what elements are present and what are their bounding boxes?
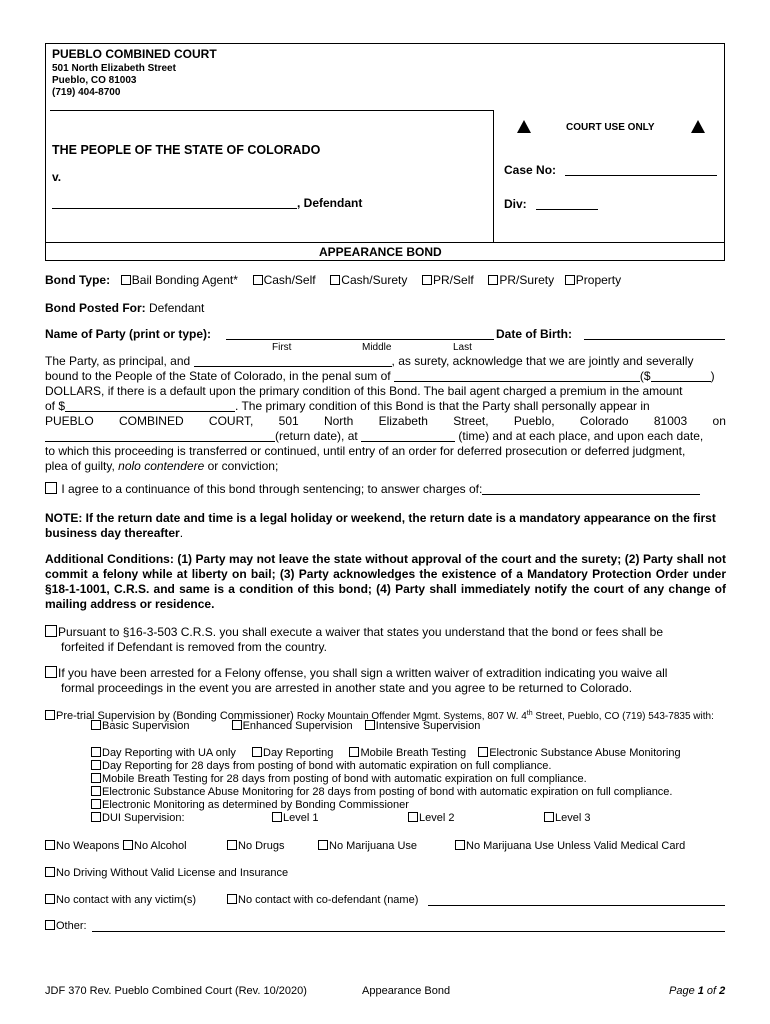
footer-page-of: of — [703, 985, 720, 997]
esam-checkbox[interactable] — [478, 747, 488, 757]
court-use-divider — [493, 110, 494, 242]
para1-dollar-close: ) — [710, 369, 715, 383]
pr-surety-checkbox[interactable] — [488, 275, 498, 285]
level3-checkbox[interactable] — [544, 812, 554, 822]
para1-word: COURT, — [208, 414, 254, 428]
para1-condition-text: . The primary condition of this Bond is that the Party shall personally appear in — [235, 399, 650, 413]
pursuant-text1: Pursuant to §16-3-503 C.R.S. you shall execute a waiver that states you understand that the bond or fees shall be — [58, 625, 664, 639]
para1-word: North — [323, 414, 354, 428]
level2-checkbox[interactable] — [408, 812, 418, 822]
court-address-line2: Pueblo, CO 81003 — [52, 75, 137, 86]
mobile-breath-label: Mobile Breath Testing — [360, 747, 467, 759]
marijuana-label: No Marijuana Use — [329, 840, 418, 852]
driving-checkbox[interactable] — [45, 867, 55, 877]
mobile28-row — [91, 773, 587, 786]
mobile28-label: Mobile Breath Testing for 28 days from posting of bond with automatic expiration on full compliance. — [102, 773, 587, 785]
triangle-left-icon — [517, 120, 531, 133]
dob-field[interactable] — [584, 339, 725, 340]
codefendant-name-field[interactable] — [428, 905, 725, 906]
drugs-item — [227, 840, 284, 853]
case-no-label: Case No: — [504, 163, 557, 177]
bond-posted-label: Bond Posted For: — [45, 301, 146, 315]
nolo-contendere-text: nolo contendere — [118, 459, 205, 473]
footer-page — [669, 984, 725, 998]
esam28-label: Electronic Substance Abuse Monitoring for 28 days from posting of bond with automatic expiration on full compliance. — [102, 786, 673, 798]
defendant-name-field[interactable] — [52, 208, 297, 209]
div-label: Div: — [504, 197, 527, 211]
victims-checkbox[interactable] — [45, 894, 55, 904]
para1-word: 501 — [278, 414, 299, 428]
intensive-supervision-label: Intensive Supervision — [375, 720, 481, 732]
para1-word: Elizabeth — [378, 414, 428, 428]
agree-row — [45, 482, 700, 496]
pursuant-line2: forfeited if Defendant is removed from the country. — [61, 640, 327, 654]
agree-checkbox[interactable] — [45, 482, 57, 494]
pretrial-agency-rest: Street, Pueblo, CO (719) 543-7835 with: — [532, 711, 714, 722]
cash-surety-checkbox[interactable] — [330, 275, 340, 285]
footer-page-number: 1 — [697, 985, 704, 997]
bond-type-row — [45, 273, 621, 287]
para1-line2 — [45, 369, 715, 383]
para1-line4 — [45, 399, 650, 413]
weapons-item — [45, 840, 119, 853]
esam28-checkbox[interactable] — [91, 786, 101, 796]
para1-conviction-text: or conviction; — [207, 459, 279, 473]
para1-return-text: (return date), at — [275, 429, 358, 443]
pursuant-checkbox[interactable] — [45, 625, 57, 637]
driving-item — [45, 867, 288, 880]
day28-label: Day Reporting for 28 days from posting of bond with automatic expiration on full compliance. — [102, 760, 552, 772]
para1-line5 — [45, 414, 726, 429]
pursuant-line1 — [45, 625, 663, 639]
para1-line8 — [45, 459, 278, 473]
bail-agent-checkbox[interactable] — [121, 275, 131, 285]
para1-principal-text: The Party, as principal, and — [45, 354, 191, 368]
other-field[interactable] — [92, 931, 725, 932]
property-checkbox[interactable] — [565, 275, 575, 285]
footer-page-label: Page — [669, 985, 698, 997]
pretrial-agency: Rocky Mountain Offender Mgmt. Systems, 807 W. 4 — [296, 711, 527, 722]
esam28-row — [91, 786, 672, 799]
para1-time-text: (time) and at each place, and upon each date, — [458, 429, 704, 443]
charges-field[interactable] — [482, 483, 700, 495]
level2-label: Level 2 — [419, 812, 455, 824]
dui-level1 — [272, 812, 318, 825]
bond-type-label: Bond Type: — [45, 273, 111, 287]
court-phone: (719) 404-8700 — [52, 87, 121, 98]
footer-title: Appearance Bond — [362, 985, 451, 997]
last-name-caption: Last — [453, 342, 472, 353]
footer-page-total: 2 — [719, 985, 726, 997]
basic-supervision-checkbox[interactable] — [91, 720, 101, 730]
day-ua-checkbox[interactable] — [91, 747, 101, 757]
esam-label: Electronic Substance Abuse Monitoring — [489, 747, 681, 759]
pretrial-checkbox[interactable] — [45, 710, 55, 720]
enhanced-supervision-label: Enhanced Supervision — [242, 720, 353, 732]
para1-premium-text: of $ — [45, 399, 66, 413]
para1-word: Colorado — [579, 414, 629, 428]
footer-form-id: JDF 370 Rev. Pueblo Combined Court (Rev. 10/2020) — [45, 985, 307, 997]
drugs-checkbox[interactable] — [227, 840, 237, 850]
surety-name-field[interactable] — [194, 355, 392, 367]
pretrial-text: Pre-trial Supervision by (Bonding Commissioner) — [56, 710, 294, 722]
em-row — [91, 799, 409, 812]
bail-agent-option: Bail Bonding Agent* — [131, 273, 238, 287]
weapons-label: No Weapons — [56, 840, 120, 852]
mobile-breath-checkbox[interactable] — [349, 747, 359, 757]
dob-label: Date of Birth: — [496, 327, 572, 341]
para1-line3: DOLLARS, if there is a default upon the primary condition of this Bond. The bail agent charged a premium in the amount — [45, 384, 683, 398]
felony-line1 — [45, 666, 667, 680]
day-ua-label: Day Reporting with UA only — [102, 747, 236, 759]
court-address-line1: 501 North Elizabeth Street — [52, 63, 176, 74]
case-no-field[interactable] — [565, 175, 717, 176]
marijuana-card-label: No Marijuana Use Unless Valid Medical Card — [466, 840, 686, 852]
para1-word: 81003 — [653, 414, 688, 428]
day-reporting-label: Day Reporting — [263, 747, 334, 759]
driving-label: No Driving Without Valid License and Insurance — [56, 867, 289, 879]
para1-surety-text: , as surety, acknowledge that we are jointly and severally — [391, 354, 694, 368]
para1-word: Pueblo, — [513, 414, 555, 428]
court-use-label: COURT USE ONLY — [566, 122, 655, 133]
para1-penal-text: bound to the People of the State of Colorado, in the penal sum of — [45, 369, 391, 383]
para1-line6 — [45, 429, 703, 443]
cash-self-checkbox[interactable] — [253, 275, 263, 285]
return-time-field[interactable] — [361, 430, 455, 442]
note-period: . — [179, 526, 184, 540]
marijuana-checkbox[interactable] — [318, 840, 328, 850]
cash-self-option: Cash/Self — [263, 273, 316, 287]
day28-row — [91, 760, 551, 773]
para1-plea-text: plea of guilty, — [45, 459, 115, 473]
title-divider — [45, 242, 725, 243]
cash-surety-option: Cash/Surety — [341, 273, 408, 287]
para1-word: on — [712, 414, 726, 428]
form-title: APPEARANCE BOND — [319, 245, 442, 259]
codefendant-item — [227, 894, 418, 907]
em-label: Electronic Monitoring as determined by Bonding Commissioner — [102, 799, 409, 811]
property-option: Property — [575, 273, 622, 287]
supervision-row — [91, 720, 480, 733]
alcohol-item — [123, 840, 187, 853]
level3-label: Level 3 — [555, 812, 591, 824]
additional-conditions-text: Additional Conditions: (1) Party may not leave the state without approval of the court and the surety; (2) Party shall not commit a felony while at liberty on bail; (3) Party acknowledges the existence of a Mandatory Protection Order under §18-1-1001, C.R.S. and same is a condition of this bond; (4) Party shall immediately notify the court of any change of mailing address or residence. — [45, 552, 726, 611]
level1-checkbox[interactable] — [272, 812, 282, 822]
middle-name-caption: Middle — [362, 342, 392, 353]
para1-word: Street, — [453, 414, 489, 428]
drugs-label: No Drugs — [238, 840, 285, 852]
dui-row — [91, 812, 185, 825]
marijuana-item — [318, 840, 417, 853]
para1-dollar-open: ($ — [639, 369, 651, 383]
other-item — [45, 920, 87, 933]
bond-posted-value: Defendant — [149, 301, 205, 315]
pr-surety-option: PR/Surety — [499, 273, 555, 287]
triangle-right-icon — [691, 120, 705, 133]
para1-line1 — [45, 354, 693, 368]
div-field[interactable] — [536, 209, 598, 210]
level1-label: Level 1 — [283, 812, 319, 824]
pr-self-option: PR/Self — [433, 273, 474, 287]
em-checkbox[interactable] — [91, 799, 101, 809]
alcohol-checkbox[interactable] — [123, 840, 133, 850]
enhanced-supervision-checkbox[interactable] — [232, 720, 242, 730]
para1-line7: to which this proceeding is transferred or continued, until entry of an order for deferred prosecution or deferred judgment, — [45, 444, 686, 458]
people-caption: THE PEOPLE OF THE STATE OF COLORADO — [52, 143, 321, 157]
marijuana-card-item — [455, 840, 685, 853]
penal-sum-words-field[interactable] — [394, 370, 640, 382]
mobile28-checkbox[interactable] — [91, 773, 101, 783]
defendant-label: , Defendant — [297, 196, 363, 210]
marijuana-card-checkbox[interactable] — [455, 840, 465, 850]
note-body: NOTE: If the return date and time is a legal holiday or weekend, the return date is a mandatory appearance on the first business day thereafter — [45, 511, 716, 540]
bond-posted-row — [45, 301, 204, 315]
court-name: PUEBLO COMBINED COURT — [52, 47, 217, 61]
felony-text1: If you have been arrested for a Felony offense, you shall sign a written waiver of extradition indicating you waive all — [58, 666, 668, 680]
penal-sum-amount-field[interactable] — [651, 370, 711, 382]
codefendant-checkbox[interactable] — [227, 894, 237, 904]
victims-label: No contact with any victim(s) — [56, 894, 196, 906]
day28-checkbox[interactable] — [91, 760, 101, 770]
para1-word: PUEBLO — [45, 414, 94, 428]
party-name-field[interactable] — [226, 339, 494, 340]
note-text — [45, 511, 726, 541]
weapons-checkbox[interactable] — [45, 840, 55, 850]
dui-checkbox[interactable] — [91, 812, 101, 822]
agree-text: I agree to a continuance of this bond through sentencing; to answer charges of: — [61, 482, 483, 496]
pr-self-checkbox[interactable] — [422, 275, 432, 285]
monitoring-row — [91, 747, 681, 760]
codefendant-label: No contact with co-defendant (name) — [238, 894, 419, 906]
alcohol-label: No Alcohol — [134, 840, 187, 852]
first-name-caption: First — [272, 342, 292, 353]
dui-label: DUI Supervision: — [102, 812, 185, 824]
basic-supervision-label: Basic Supervision — [102, 720, 190, 732]
versus-label: v. — [52, 170, 62, 184]
intensive-supervision-checkbox[interactable] — [365, 720, 375, 730]
para1-word: COMBINED — [118, 414, 184, 428]
premium-amount-field[interactable] — [65, 400, 235, 412]
dui-level2 — [408, 812, 454, 825]
party-name-label: Name of Party (print or type): — [45, 327, 212, 341]
return-date-field[interactable] — [45, 430, 275, 442]
dui-level3 — [544, 812, 590, 825]
pretrial-sup: th — [526, 710, 533, 717]
felony-checkbox[interactable] — [45, 666, 57, 678]
day-reporting-checkbox[interactable] — [252, 747, 262, 757]
other-checkbox[interactable] — [45, 920, 55, 930]
victims-item — [45, 894, 196, 907]
felony-line2: formal proceedings in the event you are arrested in another state and you agree to be returned to Colorado. — [61, 681, 633, 695]
court-info-divider — [50, 110, 493, 111]
other-label: Other: — [56, 920, 87, 932]
